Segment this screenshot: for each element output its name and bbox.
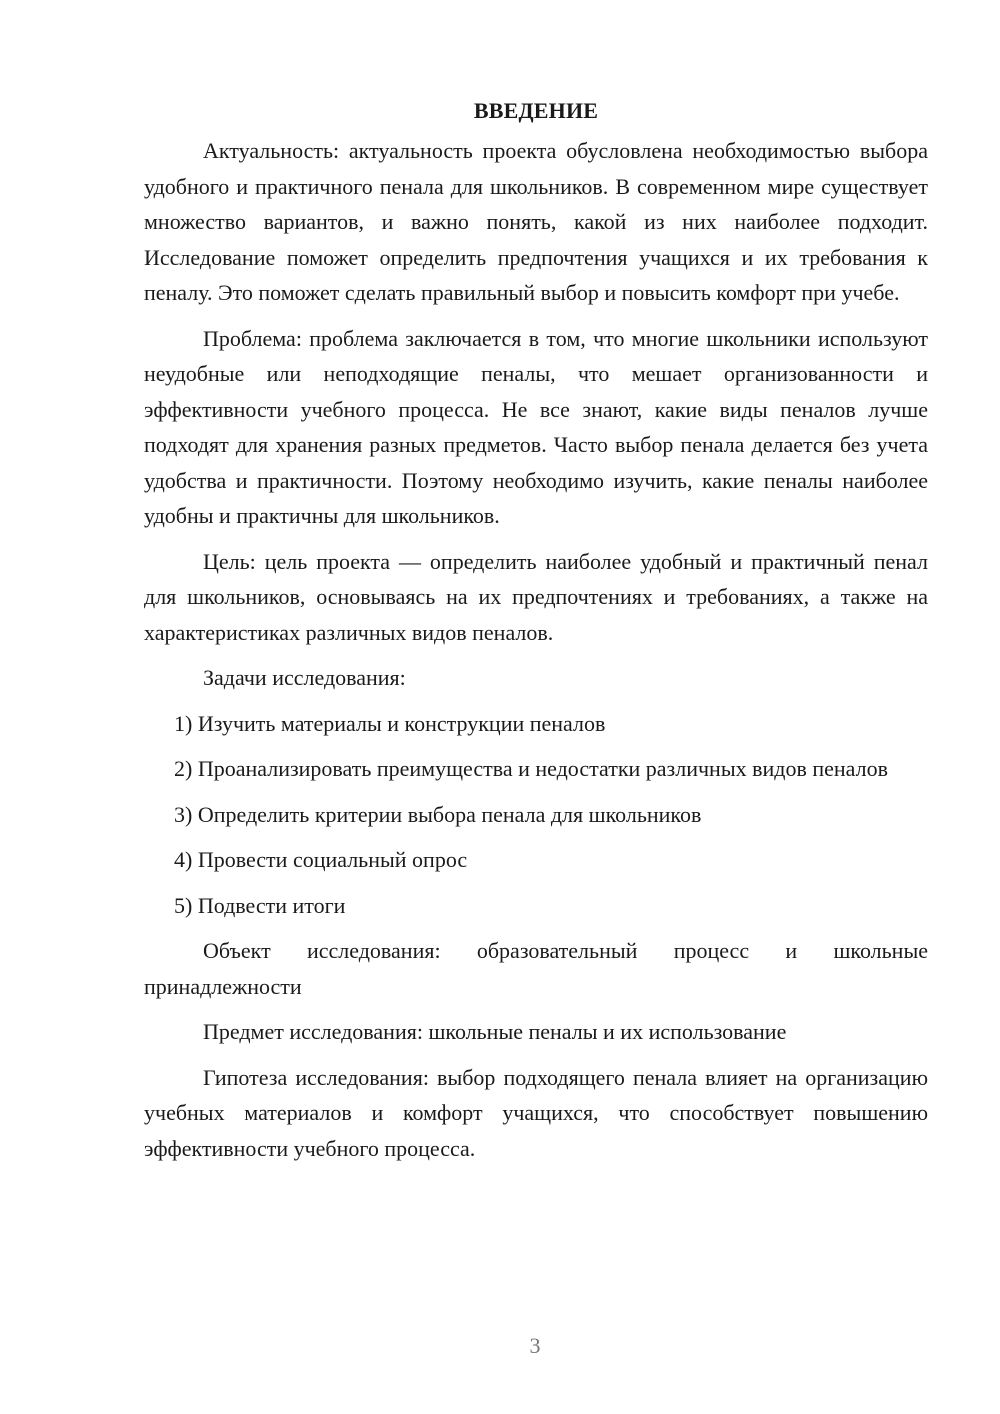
page-number: 3 — [529, 1333, 541, 1358]
paragraph-relevance: Актуальность: актуальность проекта обусловлена необходимостью выбора удобного и практичного пенала для школьников. В современном мире существует множество вариантов, и важно понять, какой из них наиболее подходит. Исследование поможет определить предпочтения учащихся и их требования к пеналу. Это поможет сделать правильный выбор и повысить комфорт при учебе. — [144, 138, 928, 305]
paragraph-subject: Предмет исследования: школьные пеналы и их использование — [203, 1019, 787, 1044]
task-item: 4) Провести социальный опрос — [174, 847, 468, 872]
tasks-heading: Задачи исследования: — [203, 665, 406, 690]
task-item: 3) Определить критерии выбора пенала для школьников — [174, 801, 702, 827]
task-item: 5) Подвести итоги — [174, 892, 346, 918]
task-item: 1) Изучить материалы и конструкции пеналов — [174, 710, 606, 736]
paragraph-hypothesis: Гипотеза исследования: выбор подходящего пенала влияет на организацию учебных материалов и комфорт учащихся, что способствует повышению эффективности учебного процесса. — [144, 1064, 928, 1161]
document-page — [144, 94, 928, 1176]
paragraph-goal: Цель: цель проекта — определить наиболее удобный и практичный пенал для школьников, основываясь на их предпочтениях и требованиях, а также на характеристиках различных видов пеналов. — [144, 548, 928, 645]
paragraph-object: Объект исследования: образовательный процесс и школьные принадлежности — [144, 938, 928, 999]
page-title: ВВЕДЕНИЕ — [473, 98, 599, 123]
paragraph-problem: Проблема: проблема заключается в том, что многие школьники используют неудобные или неподходящие пеналы, что мешает организованности и эффективности учебного процесса. Не все знают, какие виды пеналов лучше подходят для хранения разных предметов. Часто выбор пенала делается без учета удобства и практичности. Поэтому необходимо изучить, какие пеналы наиболее удобны и практичны для школьников. — [144, 325, 928, 528]
task-item: 2) Проанализировать преимущества и недостатки различных видов пеналов — [174, 756, 888, 781]
